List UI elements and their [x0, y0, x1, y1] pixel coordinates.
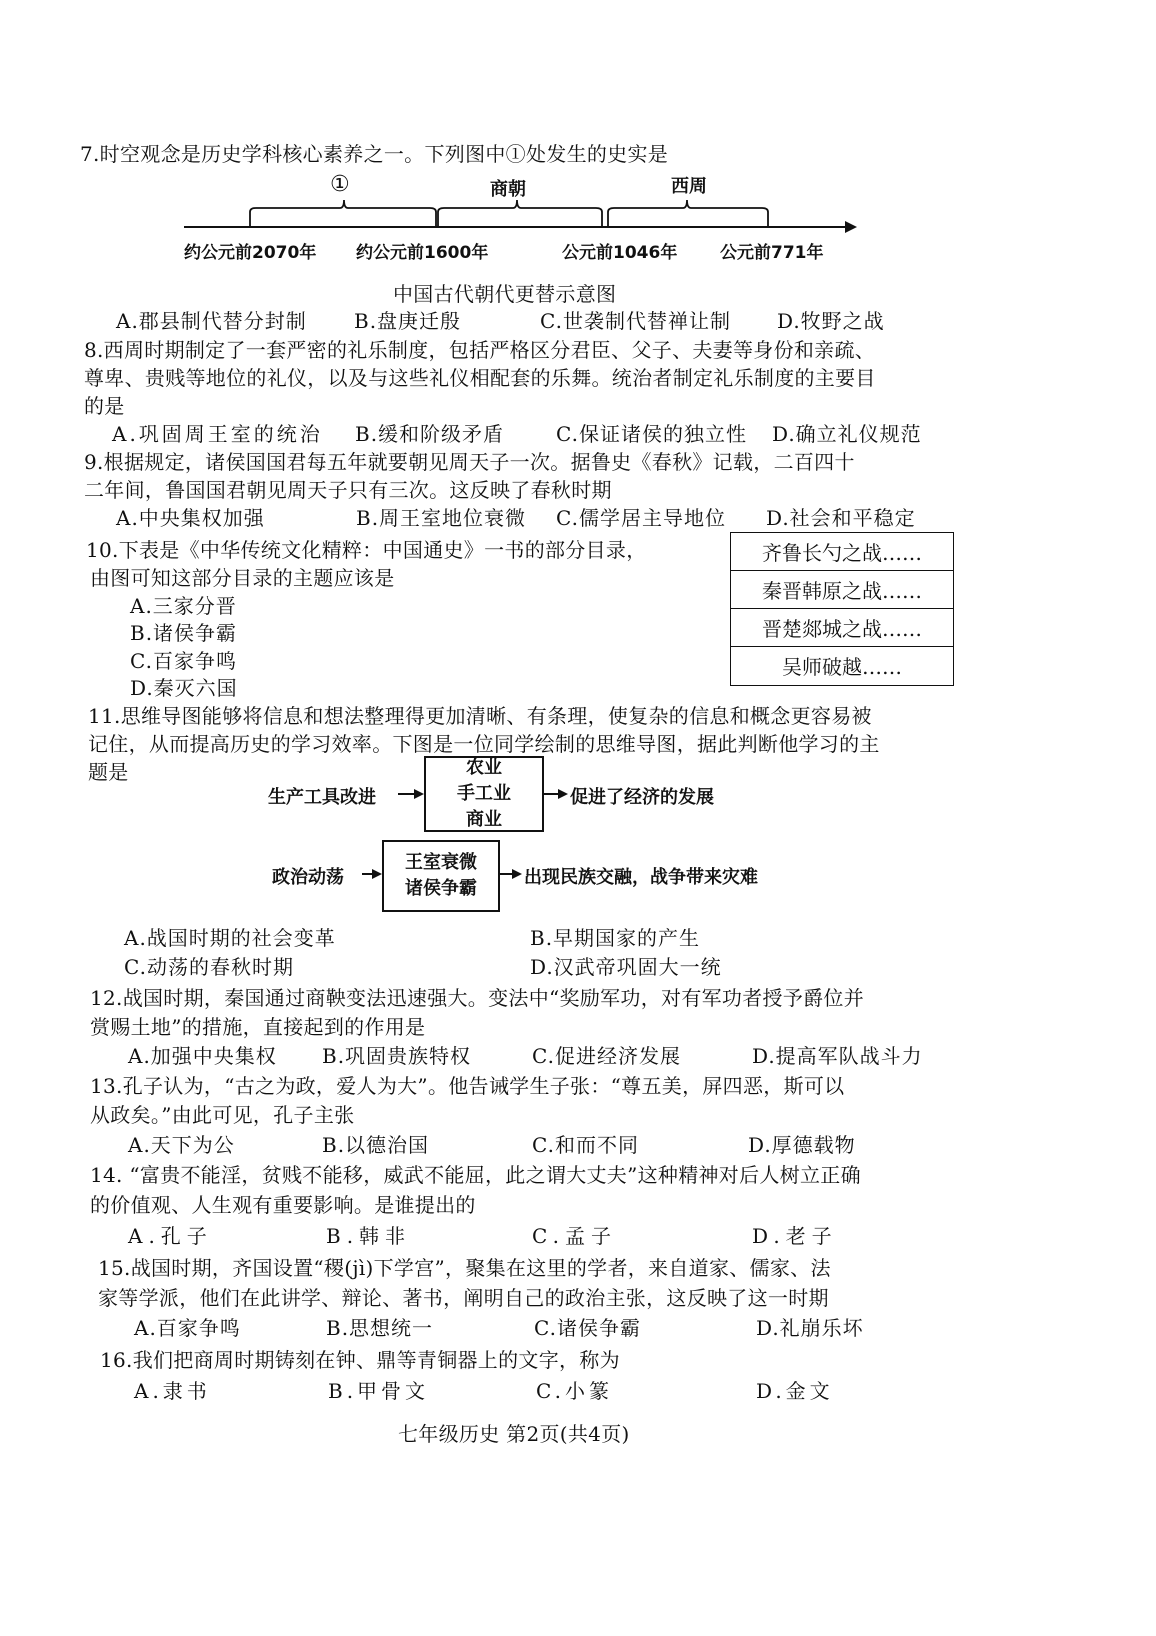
- q7-option-d: D.牧野之战: [777, 309, 885, 333]
- q13-stem-line-1: 13.孔子认为，“古之为政，爱人为大”。他告诫学生子张：“尊五美，屏四恶，斯可以: [90, 1074, 845, 1098]
- q7-option-a: A.郡县制代替分封制: [116, 309, 307, 333]
- mindmap-box-line: 手工业: [457, 783, 511, 804]
- q10-stem-line-1: 10.下表是《中华传统文化精粹：中国通史》一书的部分目录，: [86, 538, 647, 562]
- q9-option-c: C.儒学居主导地位: [556, 506, 726, 530]
- q15-option-b: B.思想统一: [326, 1316, 434, 1340]
- q8-option-c: C.保证诸侯的独立性: [556, 422, 747, 446]
- q15-option-c: C.诸侯争霸: [534, 1316, 641, 1340]
- q9-stem-line-2: 二年间，鲁国国君朝见周天子只有三次。这反映了春秋时期: [84, 478, 612, 502]
- q10-option-c: C.百家争鸣: [130, 649, 237, 673]
- q16-option-c: C.小篆: [536, 1379, 613, 1403]
- timeline-marker-1: ①: [330, 172, 350, 197]
- q12-stem-line-1: 12.战国时期，秦国通过商鞅变法迅速强大。变法中“奖励军功，对有军功者授予爵位并: [90, 986, 865, 1010]
- q8-stem-line-1: 8.西周时期制定了一套严密的礼乐制度，包括严格区分君臣、父子、夫妻等身份和亲疏、: [84, 338, 876, 362]
- q8-option-a: A.巩固周王室的统治: [112, 422, 323, 446]
- q13-stem-line-2: 从政矣。”由此可见，孔子主张: [90, 1103, 355, 1127]
- q12-option-a: A.加强中央集权: [128, 1044, 277, 1068]
- mindmap-row2-cause: 政治动荡: [272, 867, 344, 888]
- q14-option-a: A.孔子: [128, 1224, 213, 1248]
- mindmap-box-politics: [382, 840, 500, 912]
- q12-option-c: C.促进经济发展: [532, 1044, 681, 1068]
- q14-option-c: C.孟子: [532, 1224, 617, 1248]
- q16-option-d: D.金文: [756, 1379, 834, 1403]
- q12-option-d: D.提高军队战斗力: [752, 1044, 923, 1068]
- q9-option-d: D.社会和平稳定: [766, 506, 916, 530]
- q14-stem-line-1: 14. “富贵不能淫，贫贱不能移，威武不能屈，此之谓大丈夫”这种精神对后人树立正确: [90, 1163, 861, 1187]
- q10-stem-line-2: 由图可知这部分目录的主题应该是: [90, 566, 395, 590]
- q13-option-a: A.天下为公: [128, 1133, 235, 1157]
- mindmap-box-line: 商业: [466, 809, 502, 830]
- timeline-date-2: 约公元前1600年: [356, 243, 489, 263]
- q9-stem-line-1: 9.根据规定，诸侯国国君每五年就要朝见周天子一次。据鲁史《春秋》记载，二百四十: [84, 450, 855, 474]
- q15-option-a: A.百家争鸣: [134, 1316, 241, 1340]
- q10-option-d: D.秦灭六国: [130, 676, 238, 700]
- mindmap-box-line: 诸侯争霸: [405, 878, 477, 899]
- mindmap-box-line: 王室衰微: [405, 852, 477, 873]
- q12-stem-line-2: 赏赐土地”的措施，直接起到的作用是: [90, 1015, 426, 1039]
- q9-option-b: B.周王室地位衰微: [356, 506, 527, 530]
- timeline-date-3: 公元前1046年: [562, 243, 678, 263]
- q11-stem-line-1: 11.思维导图能够将信息和想法整理得更加清晰、有条理，使复杂的信息和概念更容易被: [88, 704, 872, 728]
- q14-option-d: D.老子: [752, 1224, 838, 1248]
- mindmap-row1-cause: 生产工具改进: [268, 787, 376, 808]
- mindmap-box-line: 农业: [466, 757, 502, 778]
- table-cell: 秦晋韩原之战……: [762, 579, 922, 603]
- q15-option-d: D.礼崩乐坏: [756, 1316, 864, 1340]
- q13-option-d: D.厚德载物: [748, 1133, 856, 1157]
- q15-stem-line-2: 家等学派，他们在此讲学、辩论、著书，阐明自己的政治主张，这反映了这一时期: [98, 1286, 829, 1310]
- q11-option-d: D.汉武帝巩固大一统: [530, 955, 722, 979]
- q14-option-b: B.韩非: [326, 1224, 412, 1248]
- q16-option-b: B.甲骨文: [328, 1379, 430, 1403]
- q7-option-c: C.世袭制代替禅让制: [540, 309, 731, 333]
- q14-stem-line-2: 的价值观、人生观有重要影响。是谁提出的: [90, 1193, 476, 1217]
- q8-stem-line-3: 的是: [84, 394, 125, 418]
- table-cell: 齐鲁长勺之战……: [762, 541, 922, 565]
- table-cell: 晋楚郯城之战……: [762, 617, 922, 641]
- timeline-label-shang: 商朝: [490, 179, 526, 200]
- q16-option-a: A.隶书: [134, 1379, 211, 1403]
- timeline-date-4: 公元前771年: [720, 243, 824, 263]
- q15-stem-line-1: 15.战国时期，齐国设置“稷(jì)下学宫”，聚集在这里的学者，来自道家、儒家、法: [98, 1256, 831, 1280]
- mindmap-row2-effect: 出现民族交融，战争带来灾难: [524, 867, 758, 888]
- timeline-caption: 中国古代朝代更替示意图: [393, 282, 617, 306]
- q11-option-a: A.战国时期的社会变革: [124, 926, 336, 950]
- q11-stem-line-2: 记住，从而提高历史的学习效率。下图是一位同学绘制的思维导图，据此判断他学习的主: [88, 732, 880, 756]
- q11-option-c: C.动荡的春秋时期: [124, 955, 294, 979]
- page-footer: 七年级历史 第2页(共4页): [398, 1422, 630, 1446]
- q11-option-b: B.早期国家的产生: [530, 926, 701, 950]
- q10-option-a: A.三家分晋: [130, 594, 237, 618]
- q13-option-c: C.和而不同: [532, 1133, 639, 1157]
- q13-option-b: B.以德治国: [322, 1133, 430, 1157]
- q8-option-b: B.缓和阶级矛盾: [355, 422, 505, 446]
- timeline-label-xizhou: 西周: [671, 176, 707, 197]
- q16-stem: 16.我们把商周时期铸刻在钟、鼎等青铜器上的文字，称为: [100, 1348, 620, 1372]
- q9-option-a: A.中央集权加强: [116, 506, 265, 530]
- q8-stem-line-2: 尊卑、贵贱等地位的礼仪，以及与这些礼仪相配套的乐舞。统治者制定礼乐制度的主要目: [84, 366, 876, 390]
- q10-option-b: B.诸侯争霸: [130, 621, 238, 645]
- q8-option-d: D.确立礼仪规范: [772, 422, 922, 446]
- mindmap-row1-effect: 促进了经济的发展: [570, 787, 714, 808]
- q7-stem: 7.时空观念是历史学科核心素养之一。下列图中①处发生的史实是: [80, 142, 669, 166]
- timeline-date-1: 约公元前2070年: [184, 243, 317, 263]
- q7-option-b: B.盘庚迁殷: [354, 309, 462, 333]
- mindmap-box-economy: [424, 756, 544, 832]
- q11-stem-line-3: 题是: [88, 760, 129, 784]
- table-cell: 吴师破越……: [782, 655, 902, 679]
- q12-option-b: B.巩固贵族特权: [322, 1044, 472, 1068]
